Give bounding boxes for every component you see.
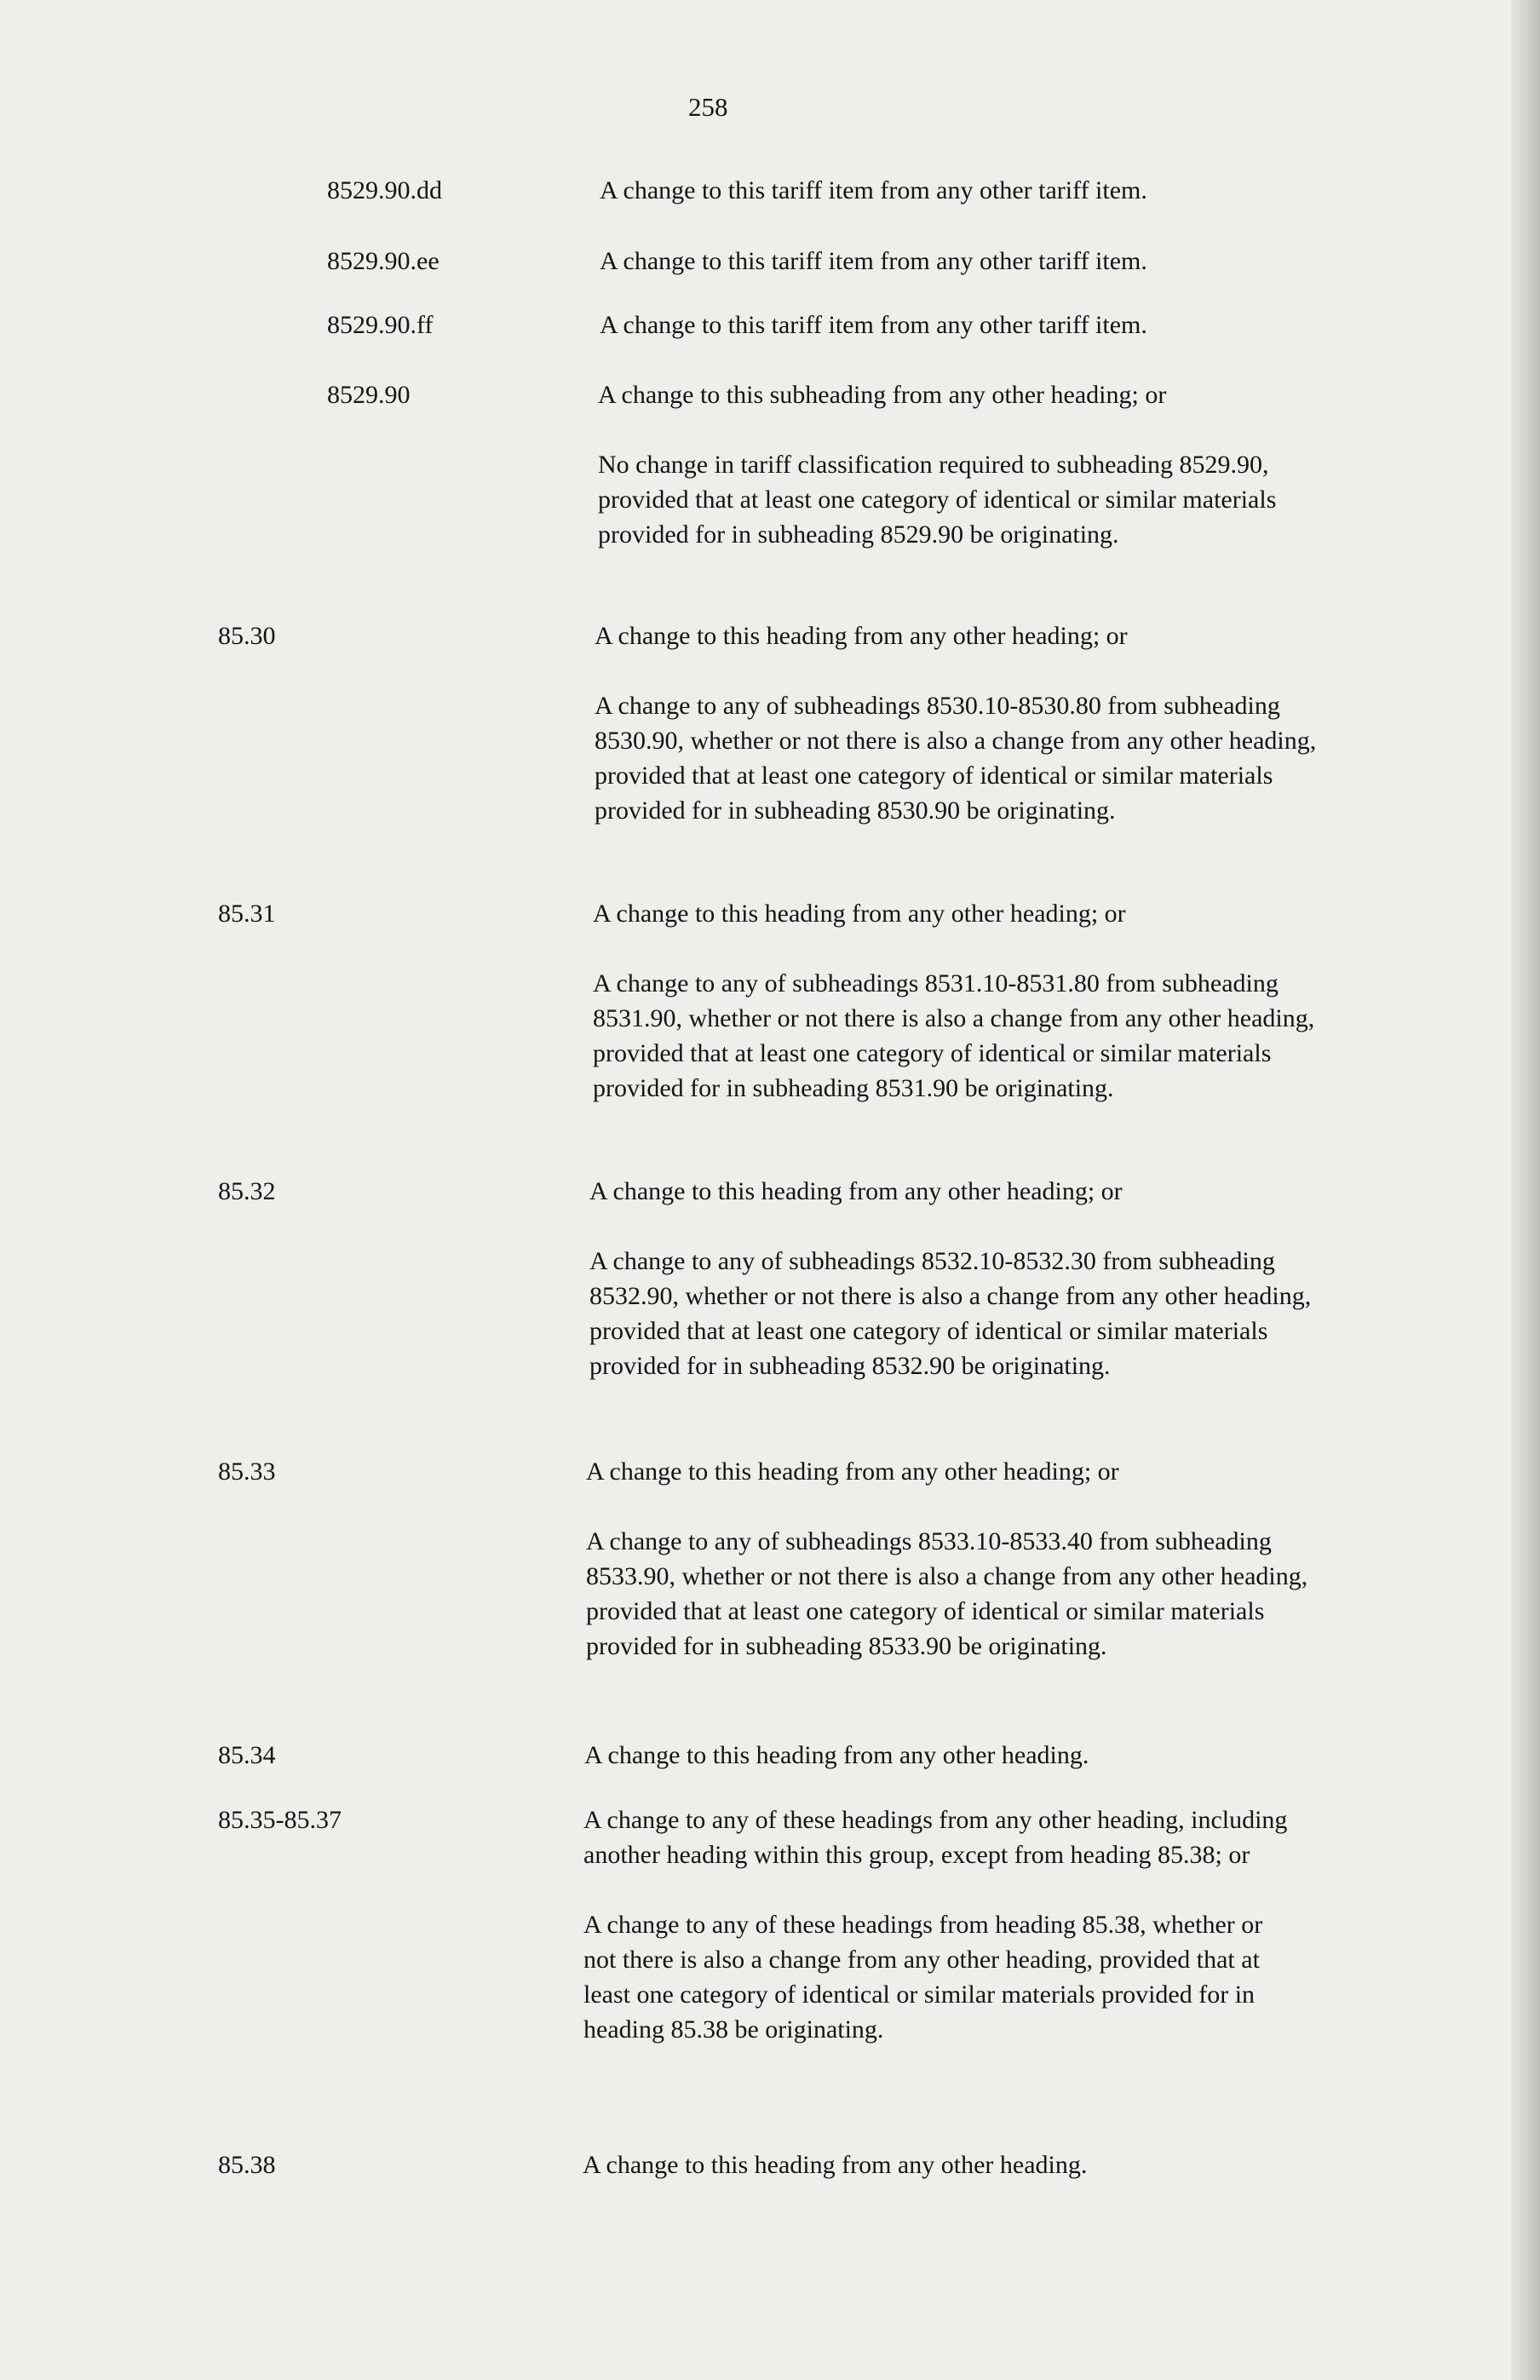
rule-paragraph: A change to this heading from any other heading; or [595, 622, 1128, 650]
rule-paragraph: A change to this tariff item from any other tariff item. [600, 311, 1147, 339]
rule-text [589, 1174, 1339, 1383]
rule-paragraph: A change to this subheading from any other heading; or [598, 381, 1167, 409]
tariff-code: 8529.90.ee [327, 247, 440, 275]
page-number: 258 [688, 92, 728, 122]
rule-paragraph: A change to this heading from any other heading. [584, 1741, 1089, 1769]
rule-paragraph: A change to any of subheadings 8531.10-8531.80 from subheading 8531.90, whether or not there is also a change from any other heading, provided that at least one category of identical or similar materials provided for in subheading 8531.90 be originating. [593, 969, 1315, 1102]
tariff-code: 8529.90.dd [327, 176, 442, 204]
tariff-code: 8529.90.ff [327, 311, 434, 339]
rule-paragraph: No change in tariff classification required to subheading 8529.90, provided that at least one category of identical or similar materials provided for in subheading 8529.90 be originating. [598, 451, 1277, 549]
rule-paragraph: A change to this heading from any other heading; or [586, 1457, 1119, 1486]
rule-text [583, 2147, 1332, 2182]
rule-paragraph: A change to any of these headings from heading 85.38, whether or not there is also a change from any other heading, provided that at least one category of identical or similar materials provided for in heading 85.38 be originating. [583, 1911, 1263, 2044]
rule-paragraph: A change to any of subheadings 8532.10-8532.30 from subheading 8532.90, whether or not there is also a change from any other heading, provided that at least one category of identical or similar materials provided for in subheading 8532.90 be originating. [589, 1247, 1312, 1380]
rule-text [583, 1802, 1290, 2047]
rule-paragraph: A change to this heading from any other heading; or [589, 1177, 1123, 1205]
rule-paragraph: A change to this tariff item from any other tariff item. [600, 176, 1147, 204]
rule-text [593, 896, 1342, 1106]
tariff-code: 85.32 [218, 1177, 276, 1205]
tariff-code: 8529.90 [327, 381, 411, 409]
rule-text [598, 377, 1305, 552]
tariff-code: 85.34 [218, 1741, 276, 1769]
tariff-code: 85.35-85.37 [218, 1806, 342, 1834]
rule-paragraph: A change to this heading from any other heading; or [593, 900, 1126, 928]
rule-text [595, 618, 1344, 828]
rule-paragraph: A change to this tariff item from any other tariff item. [600, 247, 1147, 275]
rule-text [584, 1738, 1334, 1773]
rule-text [586, 1454, 1336, 1664]
rule-paragraph: A change to any of subheadings 8533.10-8533.40 from subheading 8533.90, whether or not there is also a change from any other heading, provided that at least one category of identical or similar materials provided for in subheading 8533.90 be originating. [586, 1527, 1308, 1660]
tariff-code: 85.33 [218, 1457, 276, 1486]
tariff-code: 85.30 [218, 622, 276, 650]
rule-text [600, 244, 1332, 279]
rule-text [600, 173, 1332, 208]
rule-paragraph: A change to any of subheadings 8530.10-8530.80 from subheading 8530.90, whether or not there is also a change from any other heading, provided that at least one category of identical or similar materials provided for in subheading 8530.90 be originating. [595, 692, 1317, 825]
rule-text [600, 308, 1332, 342]
tariff-code: 85.31 [218, 900, 276, 928]
rule-paragraph: A change to any of these headings from any other heading, including another heading within this group, except from heading 85.38; or [583, 1806, 1288, 1869]
tariff-code: 85.38 [218, 2151, 276, 2179]
rule-paragraph: A change to this heading from any other heading. [583, 2151, 1088, 2179]
